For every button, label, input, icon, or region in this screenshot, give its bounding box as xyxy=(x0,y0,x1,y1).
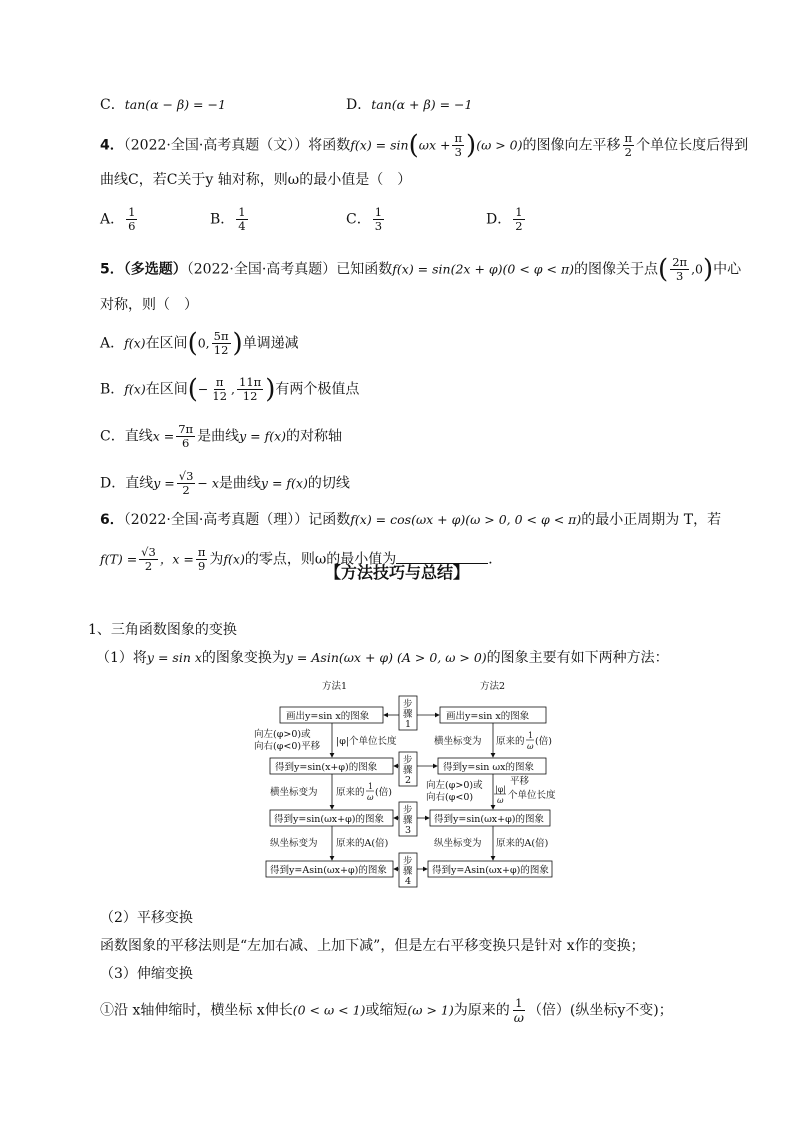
q5-stem-line2: 对称，则（ ） xyxy=(100,297,198,313)
summary-heading-2: （2）平移变换 xyxy=(100,910,193,926)
svg-text:步: 步 xyxy=(403,856,413,867)
left-scale-y-label-b: 原来的A(倍) xyxy=(336,838,389,849)
svg-text:4: 4 xyxy=(405,876,412,887)
summary-para-2: 函数图象的平移法则是“左加右减、上加下减”，但是左右平移变换只是针对 x作的变换； xyxy=(100,938,645,954)
svg-text:骤: 骤 xyxy=(403,709,413,720)
svg-text:得到y=sin ωx的图象: 得到y=sin ωx的图象 xyxy=(443,762,534,773)
q3-option-d: D．tan(α + β) = −1 xyxy=(346,97,473,113)
left-box-3 xyxy=(270,810,393,826)
q4-option-a: A． $\frac{1}{6}$ xyxy=(100,205,136,233)
q4-stem-line2: 曲线C，若C关于y 轴对称，则ω的最小值是（ ） xyxy=(100,172,412,188)
svg-text:骤: 骤 xyxy=(403,765,413,776)
right-box-3 xyxy=(430,810,550,826)
left-box-2 xyxy=(270,758,393,774)
svg-text:骤: 骤 xyxy=(403,866,413,877)
q5-option-b: B．f(x)在区间(− $\frac{\pi}{12}$ , $\frac{11\pi}{12}$ )有两个极值点 xyxy=(100,374,360,405)
q5-option-d: D．直线y = $\frac{√3}{2}$ − x是曲线y = f(x)的切线 xyxy=(100,469,350,497)
svg-text:画出y=sin x的图象: 画出y=sin x的图象 xyxy=(446,711,530,722)
q5-stem: 5．（多选题）（2022·全国·高考真题）已知函数f(x) = sin(2x + φ)(0 < φ < π)的图像关于点( $\frac{2\pi}{3}$ ,0)中心 xyxy=(100,254,742,285)
left-scale-y-label-a: 纵坐标变为 xyxy=(270,838,318,849)
summary-para-3: ①沿 x轴伸缩时，横坐标 x伸长(0 < ω < 1)或缩短(ω > 1)为原来的 $\frac{1}{\omega}$ （倍）(纵坐标y不变)； xyxy=(100,996,673,1025)
method1-label: 方法1 xyxy=(322,681,348,692)
svg-text:ω: ω xyxy=(367,793,374,802)
svg-text:个单位长度: 个单位长度 xyxy=(508,790,556,801)
step-box-4 xyxy=(399,853,417,887)
transform-flow-diagram xyxy=(250,676,560,898)
svg-text:2: 2 xyxy=(405,775,412,786)
svg-text:1: 1 xyxy=(368,782,374,791)
svg-text:画出y=sin x的图象: 画出y=sin x的图象 xyxy=(286,711,370,722)
svg-text:得到y=sin(ωx+φ)的图象: 得到y=sin(ωx+φ)的图象 xyxy=(274,814,384,825)
svg-text:骤: 骤 xyxy=(403,815,413,826)
step-box-3 xyxy=(399,802,417,836)
svg-text:|φ|: |φ| xyxy=(495,785,506,794)
right-scale-x-label-b: 原来的 xyxy=(496,736,525,747)
q6-stem-line2: f(T) = $\frac{√3}{2}$ ，x = $\frac{\pi}{9}$ 为f(x)的零点，则ω的最小值为 ． xyxy=(100,545,503,573)
svg-text:3: 3 xyxy=(405,825,412,836)
right-box-1 xyxy=(440,707,546,723)
svg-text:得到y=Asin(ωx+φ)的图象: 得到y=Asin(ωx+φ)的图象 xyxy=(432,865,549,876)
svg-text:得到y=Asin(ωx+φ)的图象: 得到y=Asin(ωx+φ)的图象 xyxy=(270,865,387,876)
step-box-2 xyxy=(399,752,417,786)
svg-text:步: 步 xyxy=(403,805,413,816)
svg-text:步: 步 xyxy=(403,699,413,710)
step-box-1 xyxy=(399,696,417,730)
section-title: 【方法技巧与总结】 xyxy=(324,563,469,582)
left-box-1 xyxy=(280,707,383,723)
q4-option-d: D． $\frac{1}{2}$ xyxy=(486,205,523,233)
q5-option-c: C．直线x = $\frac{7\pi}{6}$ 是曲线y = f(x)的对称轴 xyxy=(100,422,343,450)
left-scale-x-label-a: 横坐标变为 xyxy=(270,787,318,798)
svg-text:(倍): (倍) xyxy=(375,787,392,798)
right-shift-label-b: 向右(φ<0) xyxy=(426,792,474,803)
left-shift-label-c: |φ|个单位长度 xyxy=(336,736,397,747)
svg-text:ω: ω xyxy=(497,796,504,805)
svg-text:1: 1 xyxy=(528,731,534,740)
q6-stem: 6．（2022·全国·高考真题（理））记函数f(x) = cos(ωx + φ)(ω > 0, 0 < φ < π)的最小正周期为 T，若 xyxy=(100,512,722,528)
right-shift-label-a: 向左(φ>0)或 xyxy=(426,780,483,791)
right-box-4 xyxy=(428,861,552,877)
left-shift-label-a: 向左(φ>0)或 xyxy=(254,729,311,740)
left-scale-x-label-b: 原来的 xyxy=(336,787,365,798)
method2-label: 方法2 xyxy=(480,681,506,692)
summary-heading-1: 1、三角函数图象的变换 xyxy=(88,622,237,638)
right-box-2 xyxy=(438,758,546,774)
right-scale-y-label-b: 原来的A(倍) xyxy=(496,838,549,849)
summary-heading-3: （3）伸缩变换 xyxy=(100,966,193,982)
left-shift-label-b: 向右(φ<0)平移 xyxy=(254,741,321,752)
q4-option-b: B． $\frac{1}{4}$ xyxy=(210,205,246,233)
q3-option-c: C．tan(α − β) = −1 xyxy=(100,97,226,113)
svg-text:步: 步 xyxy=(403,755,413,766)
svg-text:ω: ω xyxy=(527,742,534,751)
svg-text:(倍): (倍) xyxy=(535,736,552,747)
q4-stem: 4．（2022·全国·高考真题（文））将函数f(x) = sin(ωx + $\frac{\pi}{3}$ )(ω > 0)的图像向左平移 $\frac{\pi}{2}$ 个单位长度后得到 xyxy=(100,130,749,161)
summary-para-1: （1）将y = sin x的图象变换为y = Asin(ωx + φ) (A > 0, ω > 0)的图象主要有如下两种方法： xyxy=(96,650,669,666)
svg-text:1: 1 xyxy=(405,719,412,730)
right-scale-x-label-a: 横坐标变为 xyxy=(434,736,482,747)
svg-text:得到y=sin(x+φ)的图象: 得到y=sin(x+φ)的图象 xyxy=(275,762,378,773)
right-shift-label-c: 平移 xyxy=(510,776,530,787)
svg-text:得到y=sin(ωx+φ)的图象: 得到y=sin(ωx+φ)的图象 xyxy=(434,814,544,825)
right-scale-y-label-a: 纵坐标变为 xyxy=(434,838,482,849)
left-box-4 xyxy=(266,861,393,877)
q5-option-a: A．f(x)在区间(0, $\frac{5\pi}{12}$ )单调递减 xyxy=(100,328,299,359)
q4-option-c: C． $\frac{1}{3}$ xyxy=(346,205,383,233)
